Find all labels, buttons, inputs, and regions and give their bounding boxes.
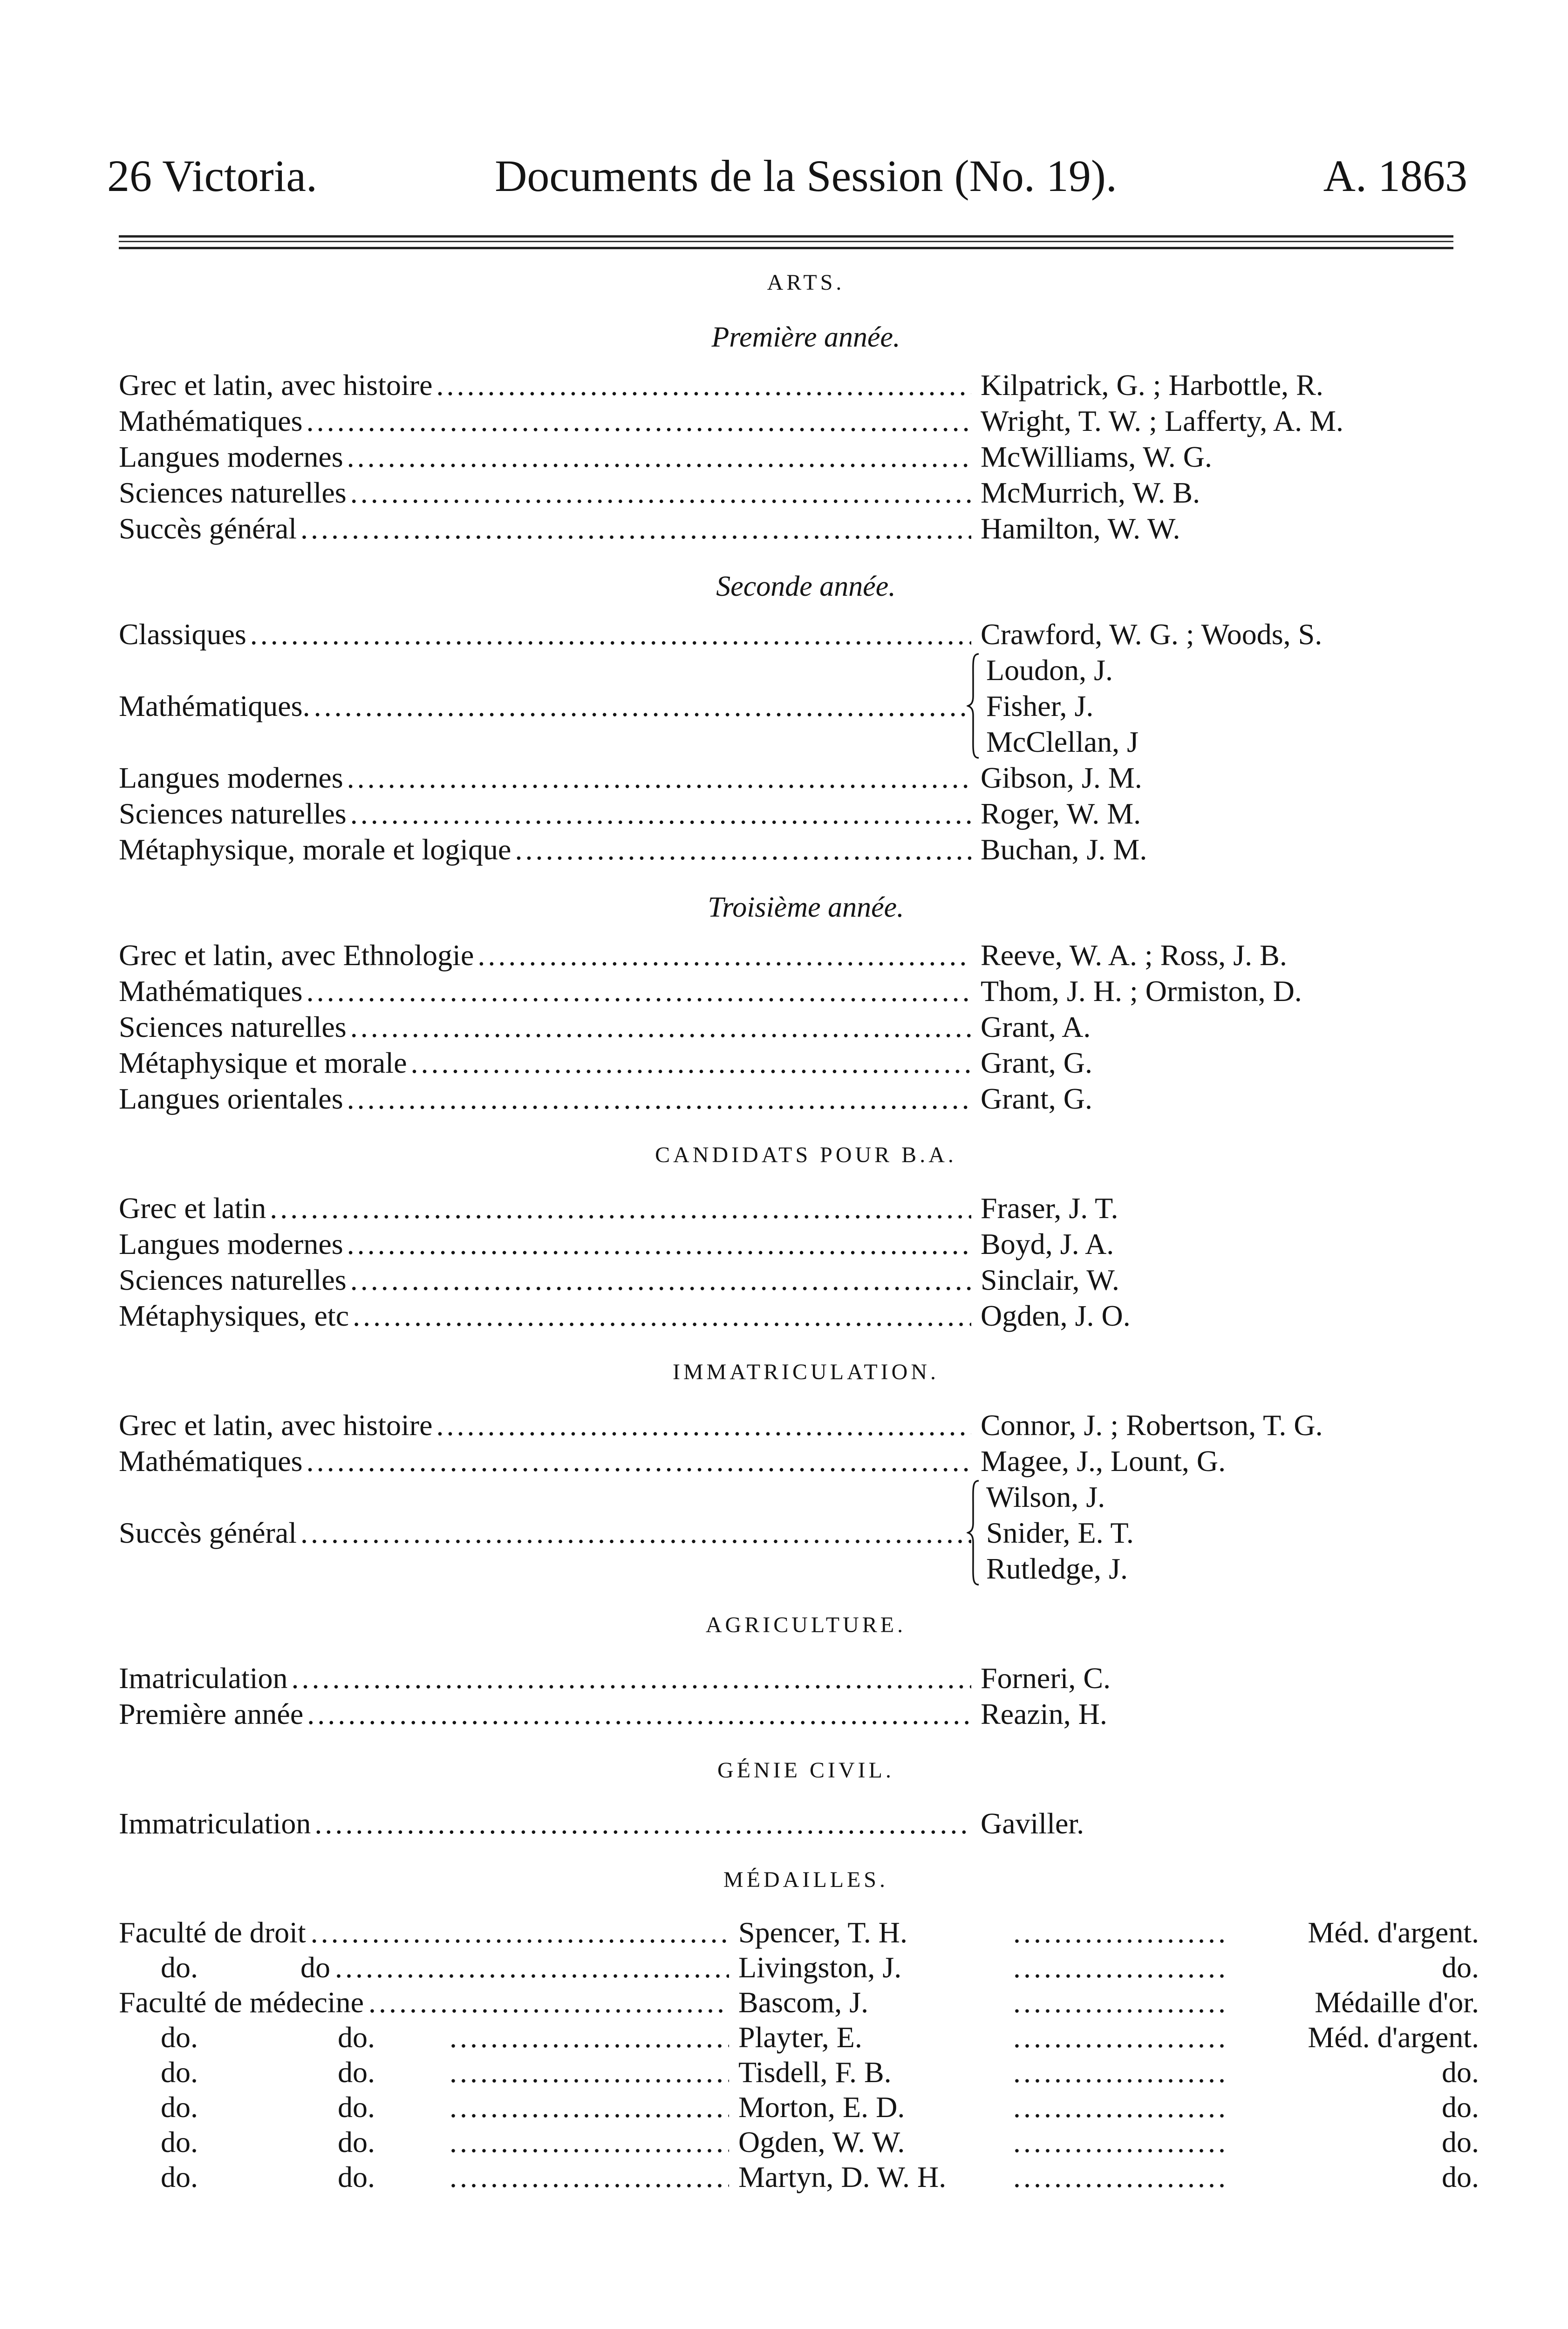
list-item: Mathématiques ..... Wright, T. W. ; Lafferty, A. M. <box>119 403 1493 439</box>
list-item: Sciences naturelles ..... Roger, W. M. <box>119 796 1493 831</box>
table-row: do. do. ..... Tisdell, F. B. ..... do. <box>119 2055 1493 2090</box>
list-item: Classiques ..... Crawford, W. G. ; Woods, S. <box>119 616 1493 652</box>
table-row: do. do. ..... Ogden, W. W. ..... do. <box>119 2125 1493 2159</box>
list-item: Imatriculation ..... Forneri, C. <box>119 1660 1493 1696</box>
header-year: A. 1863 <box>1323 151 1467 201</box>
header-double-rule <box>119 235 1453 249</box>
table-row: do. do. ..... Martyn, D. W. H. ..... do. <box>119 2159 1493 2194</box>
header-session-year: 26 Victoria. <box>107 151 318 201</box>
brace-icon <box>967 1479 981 1587</box>
subsection-title-seconde: Seconde année. <box>716 571 896 602</box>
list-item: Mathématiques ..... Magee, J., Lount, G. <box>119 1443 1493 1479</box>
section-title-arts: ARTS. <box>767 270 845 295</box>
list-item: Grec et latin, avec histoire ..... Connor, J. ; Robertson, T. G. <box>119 1407 1493 1443</box>
section-title-candidats: CANDIDATS POUR B.A. <box>655 1143 957 1167</box>
list-item: Mathématiques ..... Thom, J. H. ; Ormiston, D. <box>119 973 1493 1009</box>
section-agriculture <box>119 1609 1493 1732</box>
document-body <box>119 261 1493 2194</box>
page-header <box>102 148 1472 209</box>
brace-icon <box>967 652 981 760</box>
list-item: Sciences naturelles ..... Sinclair, W. <box>119 1262 1493 1298</box>
list-item-grouped: Succès général ..... Wilson, J. Snider, E. T. Rutledge, J. <box>119 1479 1493 1587</box>
list-item: Métaphysique et morale ..... Grant, G. <box>119 1045 1493 1081</box>
table-row: do. do ..... Livingston, J. ..... do. <box>119 1950 1493 1985</box>
table-row: do. do. ..... Morton, E. D. ..... do. <box>119 2090 1493 2125</box>
list-item: Langues modernes ..... McWilliams, W. G. <box>119 439 1493 475</box>
list-item: Langues modernes ..... Boyd, J. A. <box>119 1226 1493 1262</box>
list-item-grouped: Mathématiques. ..... Loudon, J. Fisher, J. McClellan, J <box>119 652 1493 760</box>
list-item: Langues orientales ..... Grant, G. <box>119 1081 1493 1117</box>
list-item: Métaphysique, morale et logique ..... Buchan, J. M. <box>119 831 1493 867</box>
list-item: Métaphysiques, etc ..... Ogden, J. O. <box>119 1298 1493 1334</box>
list-item: Sciences naturelles ..... McMurrich, W. B. <box>119 475 1493 511</box>
list-item: Langues modernes ..... Gibson, J. M. <box>119 760 1493 796</box>
section-title-agriculture: AGRICULTURE. <box>705 1613 907 1637</box>
list-item: Grec et latin, avec Ethnologie ..... Reeve, W. A. ; Ross, J. B. <box>119 937 1493 973</box>
table-row: Faculté de droit ..... Spencer, T. H. ..... Méd. d'argent. <box>119 1915 1493 1950</box>
section-arts <box>119 266 1493 1117</box>
section-candidats <box>119 1139 1493 1334</box>
subsection-title-troisieme: Troisième année. <box>708 892 904 923</box>
list-item: Grec et latin, avec histoire ..... Kilpatrick, G. ; Harbottle, R. <box>119 367 1493 403</box>
table-row: do. do. ..... Playter, E. ..... Méd. d'argent. <box>119 2020 1493 2055</box>
section-title-medailles: MÉDAILLES. <box>723 1867 888 1892</box>
section-title-immatriculation: IMMATRICULATION. <box>673 1360 939 1384</box>
list-item: Succès général ..... Hamilton, W. W. <box>119 511 1493 546</box>
list-item: Immatriculation ..... Gaviller. <box>119 1805 1493 1841</box>
section-genie-civil <box>119 1754 1493 1841</box>
list-item: Première année ..... Reazin, H. <box>119 1696 1493 1732</box>
section-immatriculation <box>119 1356 1493 1587</box>
list-item: Grec et latin ..... Fraser, J. T. <box>119 1190 1493 1226</box>
section-title-genie-civil: GÉNIE CIVIL. <box>717 1758 894 1783</box>
subsection-title-premiere: Première année. <box>711 321 900 353</box>
list-item: Sciences naturelles ..... Grant, A. <box>119 1009 1493 1045</box>
table-row: Faculté de médecine ..... Bascom, J. ..... Médaille d'or. <box>119 1985 1493 2020</box>
header-document-title: Documents de la Session (No. 19). <box>495 151 1117 201</box>
section-medailles <box>119 1864 1493 2194</box>
